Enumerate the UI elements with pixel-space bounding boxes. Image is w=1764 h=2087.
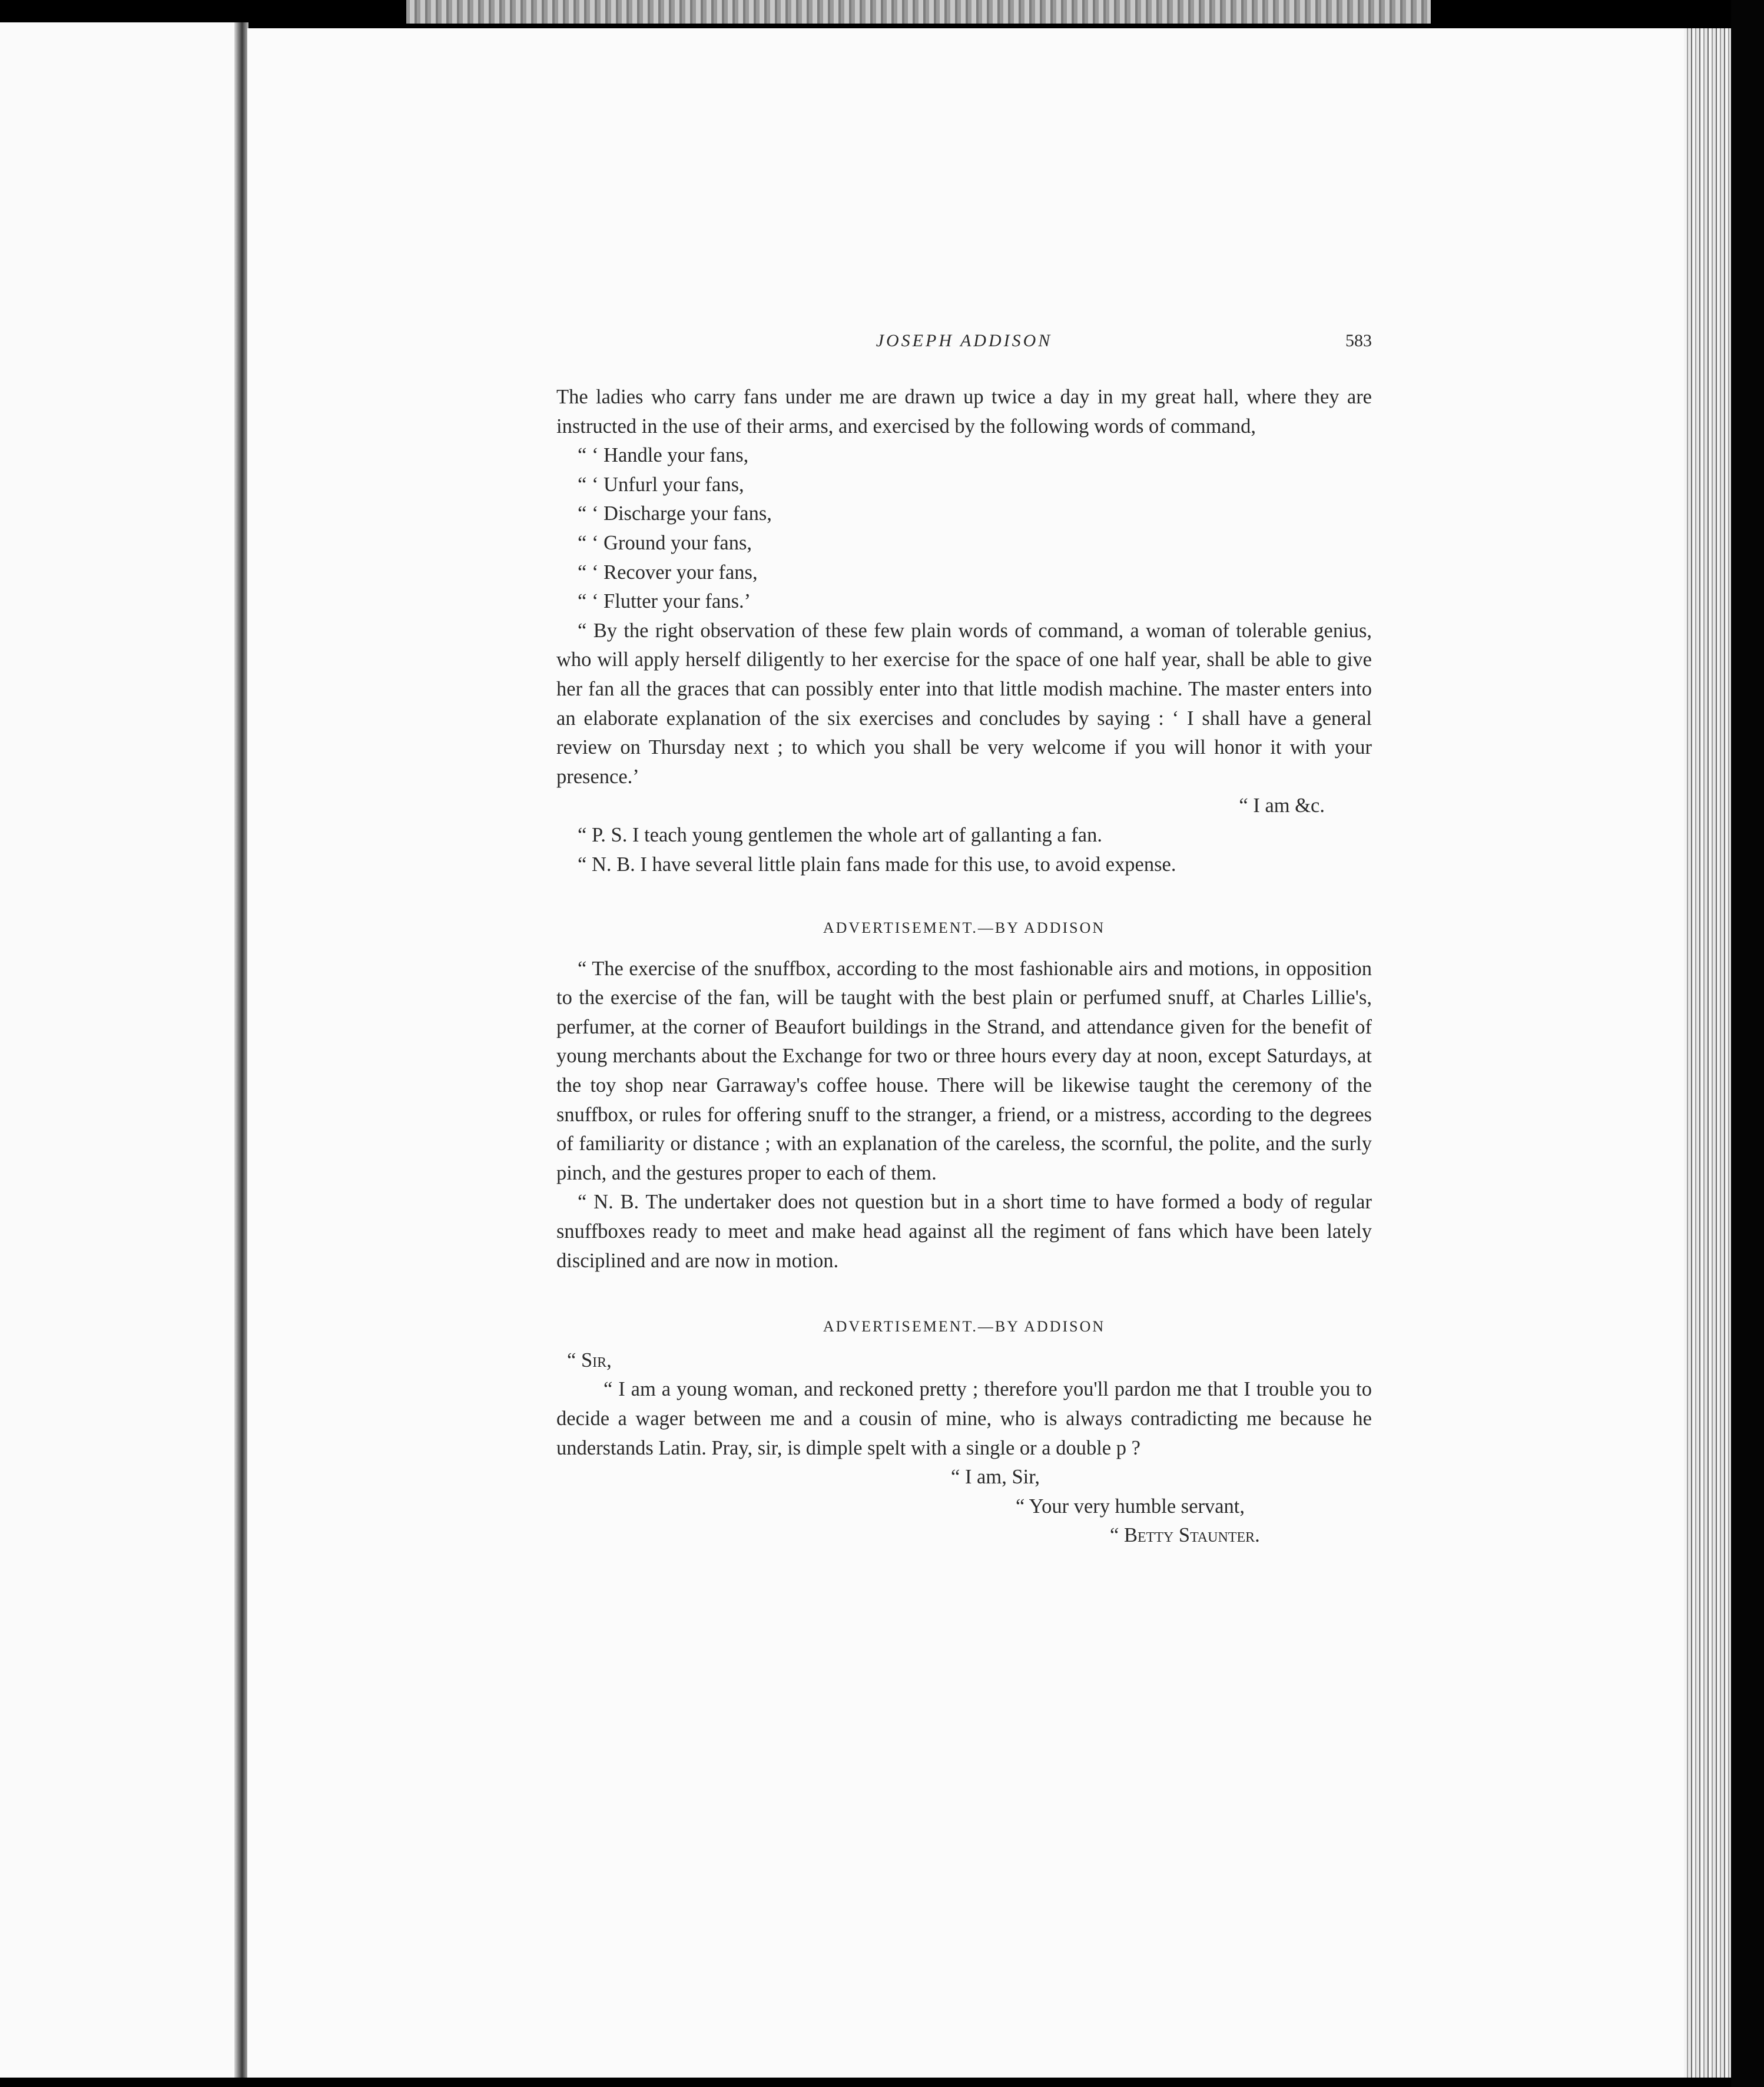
- running-title: JOSEPH ADDISON: [876, 331, 1053, 350]
- page-number: 583: [1345, 331, 1372, 350]
- command-line: “ ‘ Handle your fans,: [578, 444, 749, 467]
- sign-off: “ I am &c.: [1239, 794, 1325, 817]
- left-page: [0, 22, 238, 2078]
- snuffbox-nota-bene: “ N. B. The undertaker does not question but in a short time to have formed a body of regular snuffboxes ready to meet and make head against all the regiment of fans which have been lately disciplined and are now in motion.: [556, 1191, 1372, 1272]
- command-line: “ ‘ Ground your fans,: [578, 531, 752, 554]
- review-paragraph: “ By the right observation of these few plain words of command, a woman of tolerable genius, who will apply herself diligently to her exercise for the space of one half year, shall be able to give her fan all the graces that can possibly enter into that little modish machine. The master enters into an elaborate explanation of the six exercises and concludes by saying : ‘ I shall have a general review on Thursday next ; to which you shall be very welcome if you will honor it with your presence.’: [556, 619, 1372, 788]
- letter-salutation: “ Sir,: [567, 1349, 612, 1372]
- letter-paragraph: “ I am a young woman, and reckoned pretty ; therefore you'll pardon me that I trouble you to decide a wager between me and a cousin of mine, who is always contradicting me because he understands Latin. Pray, sir, is dimple spelt with a single or a double p ?: [556, 1378, 1372, 1459]
- command-line: “ ‘ Recover your fans,: [578, 561, 758, 584]
- letter-closing-line: “ I am, Sir,: [951, 1466, 1040, 1489]
- book-top-edge: [406, 0, 1431, 24]
- book-gutter: [234, 22, 248, 2078]
- letter-closing-line: “ Your very humble servant,: [1016, 1495, 1245, 1518]
- advertisement-heading: ADVERTISEMENT.—BY ADDISON: [823, 1318, 1106, 1336]
- page-body: [556, 383, 1372, 1551]
- nota-bene: “ N. B. I have several little plain fans made for this use, to avoid expense.: [578, 853, 1176, 876]
- advertisement-heading: ADVERTISEMENT.—BY ADDISON: [823, 919, 1106, 937]
- postscript: “ P. S. I teach young gentlemen the whole art of gallanting a fan.: [578, 823, 1102, 846]
- page-edges: [1684, 28, 1731, 2078]
- intro-paragraph: The ladies who carry fans under me are drawn up twice a day in my great hall, where they are instructed in the use of their arms, and exercised by the following words of command,: [556, 386, 1372, 438]
- page-header: [556, 331, 1372, 360]
- command-line: “ ‘ Discharge your fans,: [578, 502, 772, 525]
- command-line: “ ‘ Unfurl your fans,: [578, 473, 744, 496]
- scan-margin: [1731, 0, 1764, 2087]
- snuffbox-paragraph: “ The exercise of the snuffbox, according to the most fashionable airs and motions, in opposition to the exercise of the fan, will be taught with the best plain or perfumed snuff, at Charles Lillie's, perfumer, at the corner of Beaufort buildings in the Strand, and attendance given for the benefit of young merchants about the Exchange for two or three hours every day at noon, except Saturdays, at the toy shop near Garraway's coffee house. There will be likewise taught the ceremony of the snuffbox, or rules for offering snuff to the stranger, a friend, or a mistress, according to the degrees of familiarity or distance ; with an explanation of the careless, the scornful, the polite, and the surly pinch, and the gestures proper to each of them.: [556, 957, 1372, 1184]
- letter-signature: “ Betty Staunter.: [1110, 1524, 1260, 1547]
- command-line: “ ‘ Flutter your fans.’: [578, 590, 751, 613]
